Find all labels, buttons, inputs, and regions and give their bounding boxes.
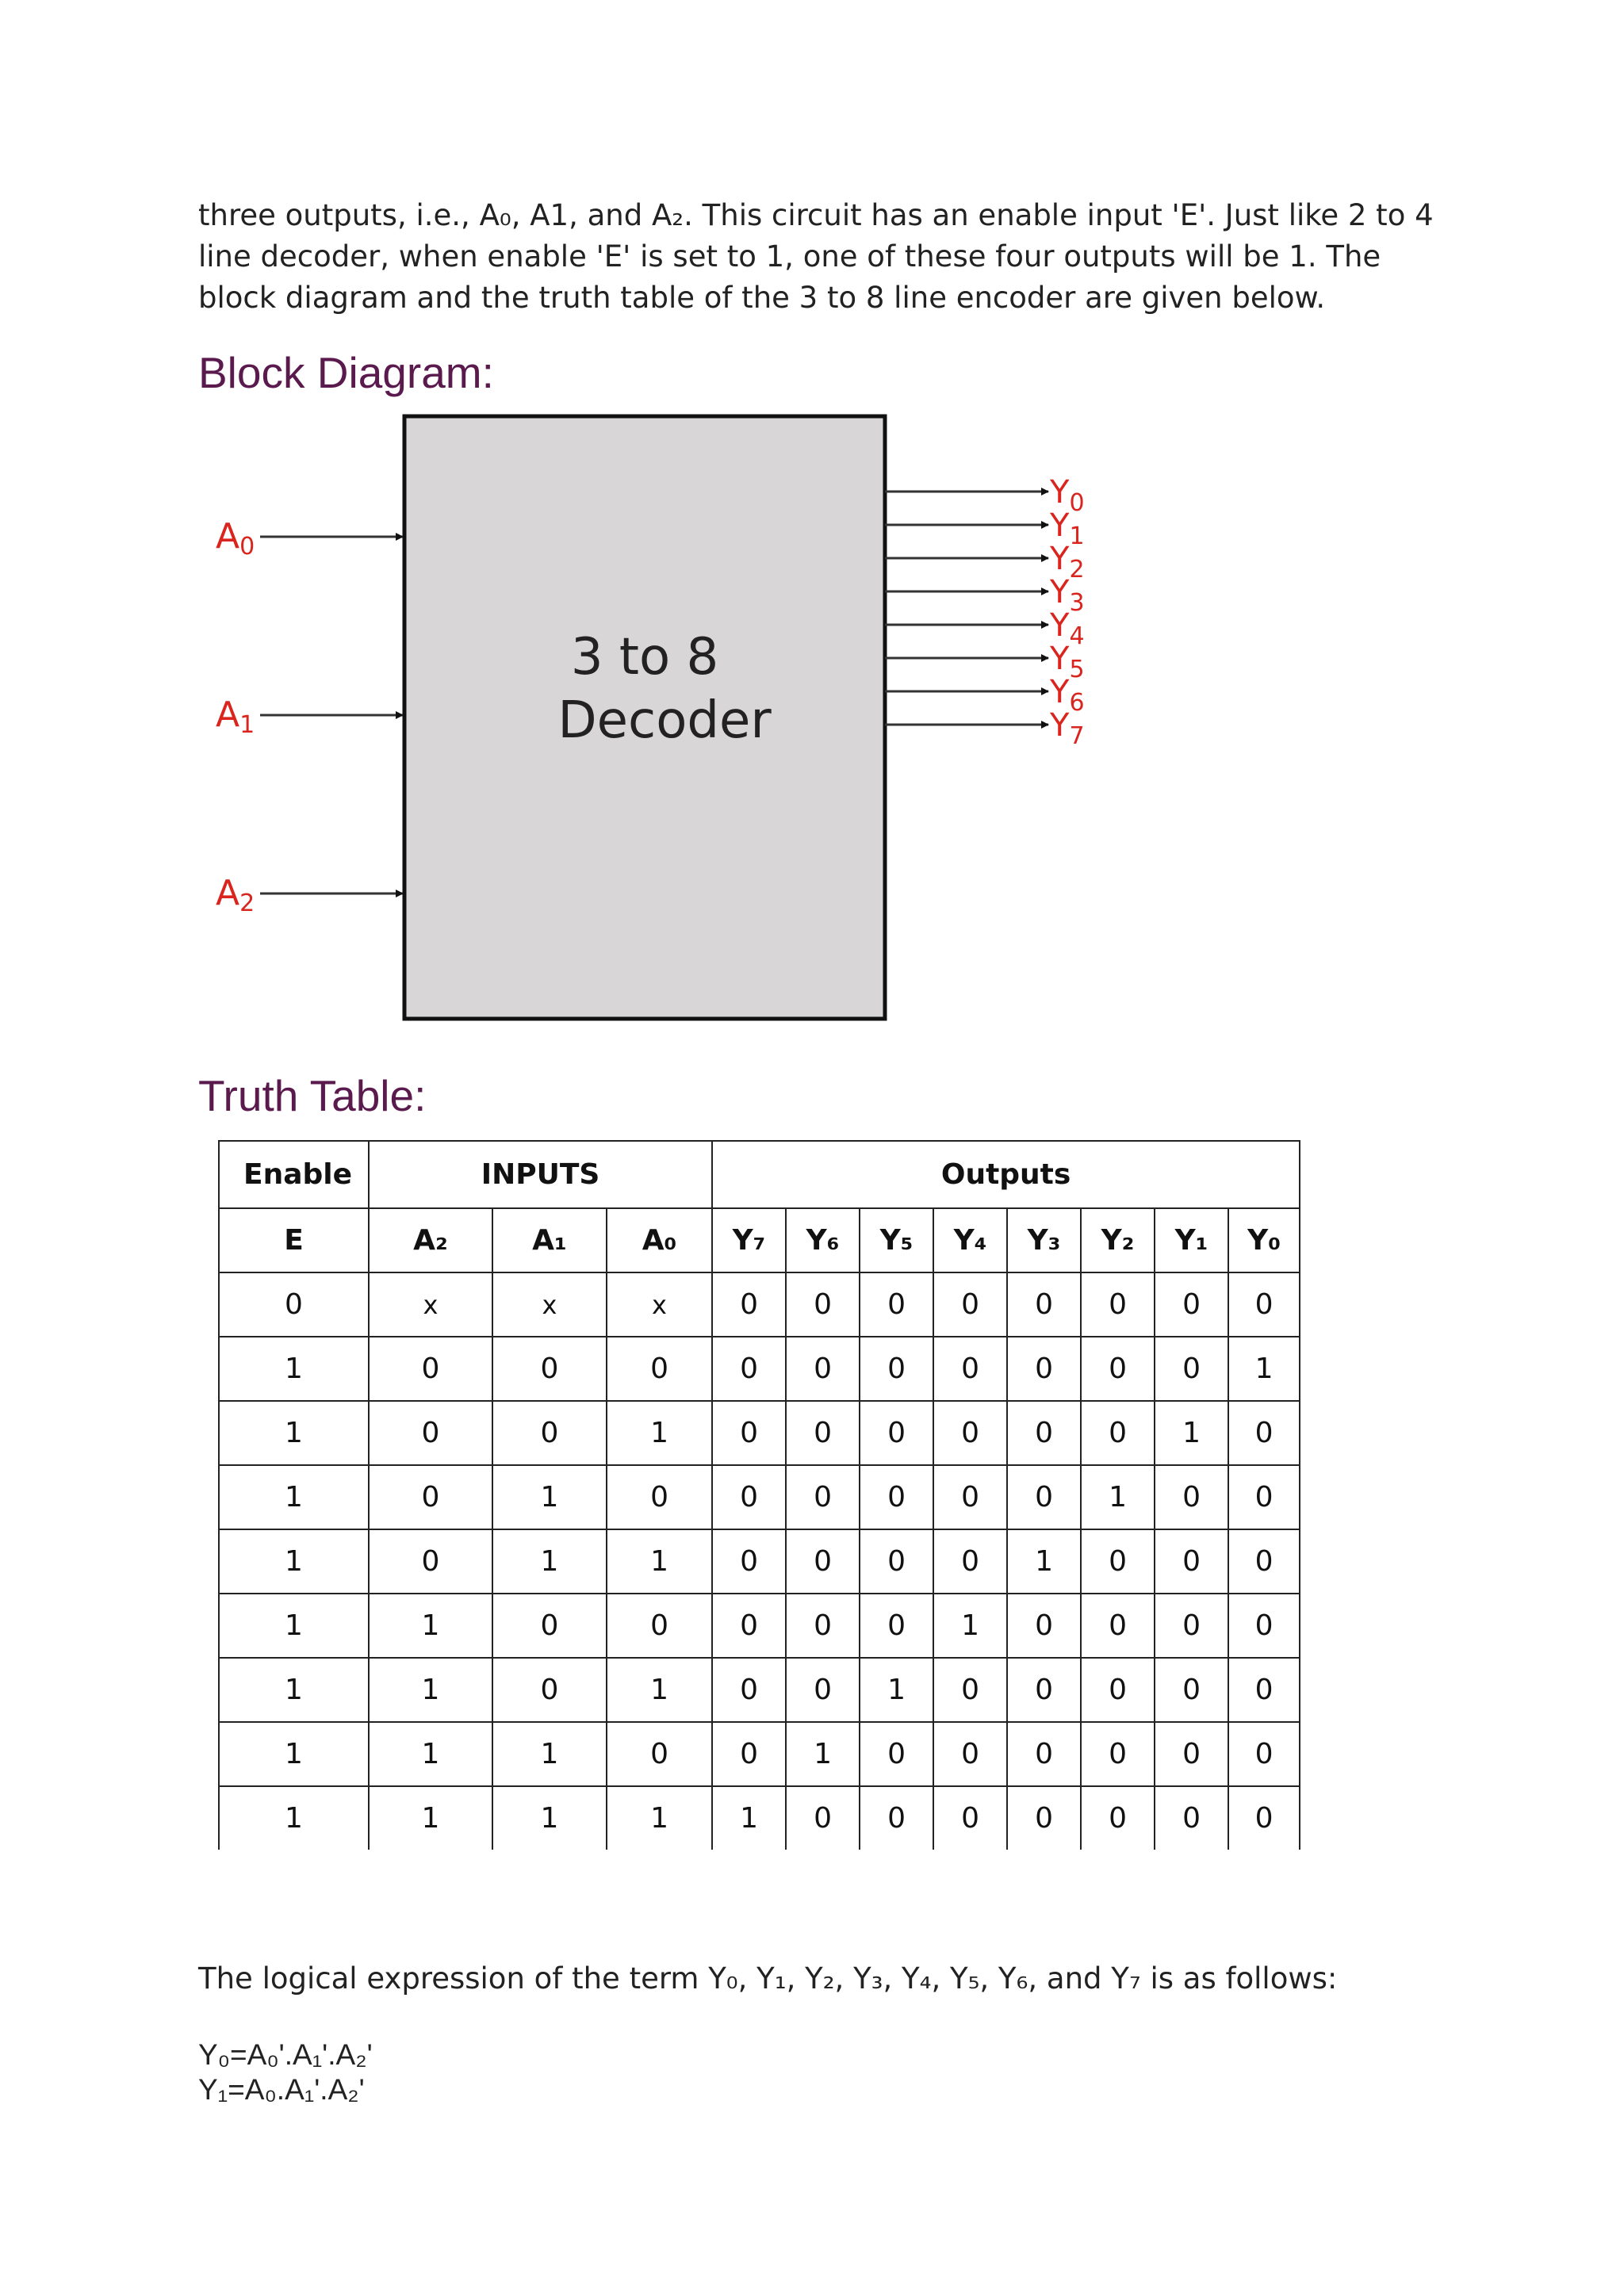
table-row bbox=[219, 1272, 1300, 1337]
block-diagram bbox=[182, 400, 1134, 1027]
table-cell: 1 bbox=[219, 1786, 369, 1850]
table-row bbox=[219, 1594, 1300, 1658]
table-cell: 0 bbox=[1007, 1401, 1081, 1465]
table-cell: 0 bbox=[1081, 1337, 1155, 1401]
table-cell: 1 bbox=[492, 1786, 607, 1850]
output-label-y1: $Y_1$ bbox=[1050, 507, 1085, 550]
table-cell: 0 bbox=[860, 1401, 933, 1465]
table-cell: 0 bbox=[933, 1658, 1007, 1722]
table-row bbox=[219, 1401, 1300, 1465]
table-cell: 0 bbox=[1081, 1722, 1155, 1786]
block-diagram-heading: Block Diagram: bbox=[198, 348, 494, 397]
table-cell: 1 bbox=[219, 1465, 369, 1529]
table-cell: 0 bbox=[786, 1465, 860, 1529]
table-cell: 1 bbox=[1081, 1465, 1155, 1529]
table-cell: 0 bbox=[712, 1529, 786, 1594]
table-cell: 1 bbox=[219, 1594, 369, 1658]
table-cell: 1 bbox=[369, 1722, 492, 1786]
table-cell: 0 bbox=[1007, 1594, 1081, 1658]
table-row bbox=[219, 1465, 1300, 1529]
intro-paragraph: three outputs, i.e., A₀, A1, and A₂. This circuit has an enable input 'E'. Just like 2 to 4 line decoder, when enable 'E' is set to 1, one of these four outputs will be 1. The block diagram and the truth table of the 3 to 8 line encoder are given below. bbox=[198, 198, 1434, 315]
table-cell: 0 bbox=[712, 1658, 786, 1722]
output-label-y4: $Y_4$ bbox=[1050, 607, 1085, 650]
table-cell: 0 bbox=[1155, 1465, 1228, 1529]
table-cell: 0 bbox=[1081, 1786, 1155, 1850]
column-header: Y₆ bbox=[786, 1208, 860, 1272]
table-cell: 0 bbox=[1081, 1401, 1155, 1465]
table-cell: 0 bbox=[1228, 1594, 1300, 1658]
table-cell: 1 bbox=[369, 1594, 492, 1658]
outputs-header: Outputs bbox=[712, 1141, 1300, 1208]
table-cell: 0 bbox=[1081, 1594, 1155, 1658]
table-cell: 0 bbox=[1081, 1272, 1155, 1337]
table-cell: 0 bbox=[219, 1272, 369, 1337]
column-header: A₀ bbox=[607, 1208, 712, 1272]
table-cell: 0 bbox=[860, 1786, 933, 1850]
output-label-y6: $Y_6$ bbox=[1050, 674, 1085, 717]
output-label-y7: $Y_7$ bbox=[1050, 707, 1085, 750]
table-cell: x bbox=[369, 1272, 492, 1337]
table-cell: 0 bbox=[1007, 1722, 1081, 1786]
decoder-label-line2: Decoder bbox=[557, 691, 772, 750]
table-cell: 1 bbox=[712, 1786, 786, 1850]
table-cell: 1 bbox=[607, 1786, 712, 1850]
table-row bbox=[219, 1786, 1300, 1850]
truth-table-heading: Truth Table: bbox=[198, 1071, 427, 1120]
table-cell: 0 bbox=[1155, 1337, 1228, 1401]
enable-header: Enable bbox=[219, 1141, 369, 1208]
table-cell: 0 bbox=[860, 1722, 933, 1786]
table-cell: 1 bbox=[607, 1658, 712, 1722]
table-row bbox=[219, 1337, 1300, 1401]
table-cell: 0 bbox=[1228, 1722, 1300, 1786]
output-label-y5: $Y_5$ bbox=[1050, 641, 1085, 683]
table-row bbox=[219, 1658, 1300, 1722]
table-cell: 1 bbox=[786, 1722, 860, 1786]
output-label-y0: $Y_0$ bbox=[1050, 474, 1085, 517]
table-cell: 0 bbox=[1007, 1658, 1081, 1722]
table-cell: 0 bbox=[933, 1337, 1007, 1401]
table-cell: 1 bbox=[219, 1658, 369, 1722]
column-header: Y₁ bbox=[1155, 1208, 1228, 1272]
output-label-y2: $Y_2$ bbox=[1050, 541, 1085, 584]
table-cell: 0 bbox=[1228, 1465, 1300, 1529]
table-cell: 1 bbox=[607, 1529, 712, 1594]
table-cell: 0 bbox=[786, 1594, 860, 1658]
table-cell: x bbox=[492, 1272, 607, 1337]
table-cell: 1 bbox=[1007, 1529, 1081, 1594]
output-label-y3: $Y_3$ bbox=[1050, 574, 1085, 617]
table-cell: 0 bbox=[1228, 1658, 1300, 1722]
table-cell: 1 bbox=[369, 1658, 492, 1722]
expression-intro: The logical expression of the term Y₀, Y₁, Y₂, Y₃, Y₄, Y₅, Y₆, and Y₇ is as follows: bbox=[198, 1961, 1338, 1996]
table-cell: 0 bbox=[607, 1337, 712, 1401]
table-cell: 0 bbox=[712, 1465, 786, 1529]
input-label-a2: A2 bbox=[216, 873, 255, 917]
table-cell: 0 bbox=[1228, 1529, 1300, 1594]
table-cell: 0 bbox=[369, 1401, 492, 1465]
table-cell: 0 bbox=[860, 1529, 933, 1594]
table-cell: 1 bbox=[219, 1401, 369, 1465]
column-header: A₂ bbox=[369, 1208, 492, 1272]
table-cell: 0 bbox=[1155, 1529, 1228, 1594]
table-cell: 0 bbox=[369, 1337, 492, 1401]
table-cell: 0 bbox=[492, 1594, 607, 1658]
table-cell: 1 bbox=[219, 1722, 369, 1786]
column-header: Y₄ bbox=[933, 1208, 1007, 1272]
input-signals bbox=[216, 516, 403, 917]
input-label-a0: A0 bbox=[216, 516, 255, 561]
table-cell: 1 bbox=[860, 1658, 933, 1722]
table-cell: 1 bbox=[369, 1786, 492, 1850]
table-cell: 1 bbox=[219, 1337, 369, 1401]
column-header: Y₇ bbox=[712, 1208, 786, 1272]
table-cell: 0 bbox=[492, 1401, 607, 1465]
table-cell: 0 bbox=[369, 1529, 492, 1594]
group-header-row bbox=[219, 1141, 1300, 1208]
table-cell: 0 bbox=[933, 1722, 1007, 1786]
table-cell: 1 bbox=[492, 1529, 607, 1594]
column-header: Y₅ bbox=[860, 1208, 933, 1272]
table-cell: 0 bbox=[1155, 1786, 1228, 1850]
table-cell: 0 bbox=[933, 1786, 1007, 1850]
table-cell: 0 bbox=[712, 1272, 786, 1337]
table-cell: 0 bbox=[369, 1465, 492, 1529]
table-cell: 1 bbox=[1155, 1401, 1228, 1465]
table-cell: 0 bbox=[933, 1465, 1007, 1529]
table-cell: 1 bbox=[492, 1465, 607, 1529]
table-cell: 0 bbox=[1155, 1722, 1228, 1786]
table-cell: 0 bbox=[860, 1594, 933, 1658]
table-cell: 0 bbox=[607, 1465, 712, 1529]
expression-y1: Y₁=A₀.A₁'.A₂' bbox=[198, 2073, 365, 2106]
table-cell: 0 bbox=[786, 1272, 860, 1337]
table-cell: 0 bbox=[1228, 1786, 1300, 1850]
table-cell: 0 bbox=[860, 1337, 933, 1401]
table-cell: 0 bbox=[607, 1594, 712, 1658]
table-cell: 0 bbox=[607, 1722, 712, 1786]
table-cell: 0 bbox=[786, 1786, 860, 1850]
table-cell: 0 bbox=[1228, 1272, 1300, 1337]
table-cell: 0 bbox=[492, 1658, 607, 1722]
table-cell: 0 bbox=[786, 1401, 860, 1465]
table-cell: 0 bbox=[1007, 1337, 1081, 1401]
expression-y0: Y₀=A₀'.A₁'.A₂' bbox=[198, 2038, 373, 2071]
table-cell: 0 bbox=[1081, 1529, 1155, 1594]
column-header: Y₂ bbox=[1081, 1208, 1155, 1272]
column-header-row bbox=[219, 1208, 1300, 1272]
truth-table bbox=[218, 1140, 1300, 1850]
table-cell: 0 bbox=[492, 1337, 607, 1401]
table-cell: 1 bbox=[219, 1529, 369, 1594]
input-label-a1: A1 bbox=[216, 695, 255, 739]
table-cell: 0 bbox=[1155, 1658, 1228, 1722]
table-cell: 1 bbox=[933, 1594, 1007, 1658]
table-cell: 0 bbox=[1228, 1401, 1300, 1465]
table-cell: 0 bbox=[712, 1594, 786, 1658]
table-cell: 0 bbox=[860, 1272, 933, 1337]
column-header: E bbox=[219, 1208, 369, 1272]
table-cell: 0 bbox=[1081, 1658, 1155, 1722]
column-header: Y₃ bbox=[1007, 1208, 1081, 1272]
table-cell: 0 bbox=[933, 1401, 1007, 1465]
decoder-label-line1: 3 to 8 bbox=[570, 628, 719, 687]
column-header: Y₀ bbox=[1228, 1208, 1300, 1272]
table-cell: 0 bbox=[712, 1337, 786, 1401]
table-cell: 0 bbox=[712, 1722, 786, 1786]
table-cell: 0 bbox=[1007, 1272, 1081, 1337]
table-cell: 0 bbox=[1007, 1786, 1081, 1850]
table-cell: x bbox=[607, 1272, 712, 1337]
table-cell: 0 bbox=[786, 1529, 860, 1594]
table-cell: 0 bbox=[712, 1401, 786, 1465]
table-cell: 1 bbox=[1228, 1337, 1300, 1401]
table-cell: 1 bbox=[607, 1401, 712, 1465]
table-cell: 0 bbox=[1155, 1594, 1228, 1658]
table-cell: 0 bbox=[1007, 1465, 1081, 1529]
inputs-header: INPUTS bbox=[369, 1141, 712, 1208]
table-cell: 0 bbox=[933, 1529, 1007, 1594]
table-cell: 0 bbox=[933, 1272, 1007, 1337]
table-cell: 0 bbox=[1155, 1272, 1228, 1337]
table-cell: 0 bbox=[860, 1465, 933, 1529]
table-cell: 0 bbox=[786, 1337, 860, 1401]
column-header: A₁ bbox=[492, 1208, 607, 1272]
table-cell: 1 bbox=[492, 1722, 607, 1786]
table-row bbox=[219, 1722, 1300, 1786]
table-cell: 0 bbox=[786, 1658, 860, 1722]
table-row bbox=[219, 1529, 1300, 1594]
output-signals bbox=[885, 474, 1085, 750]
